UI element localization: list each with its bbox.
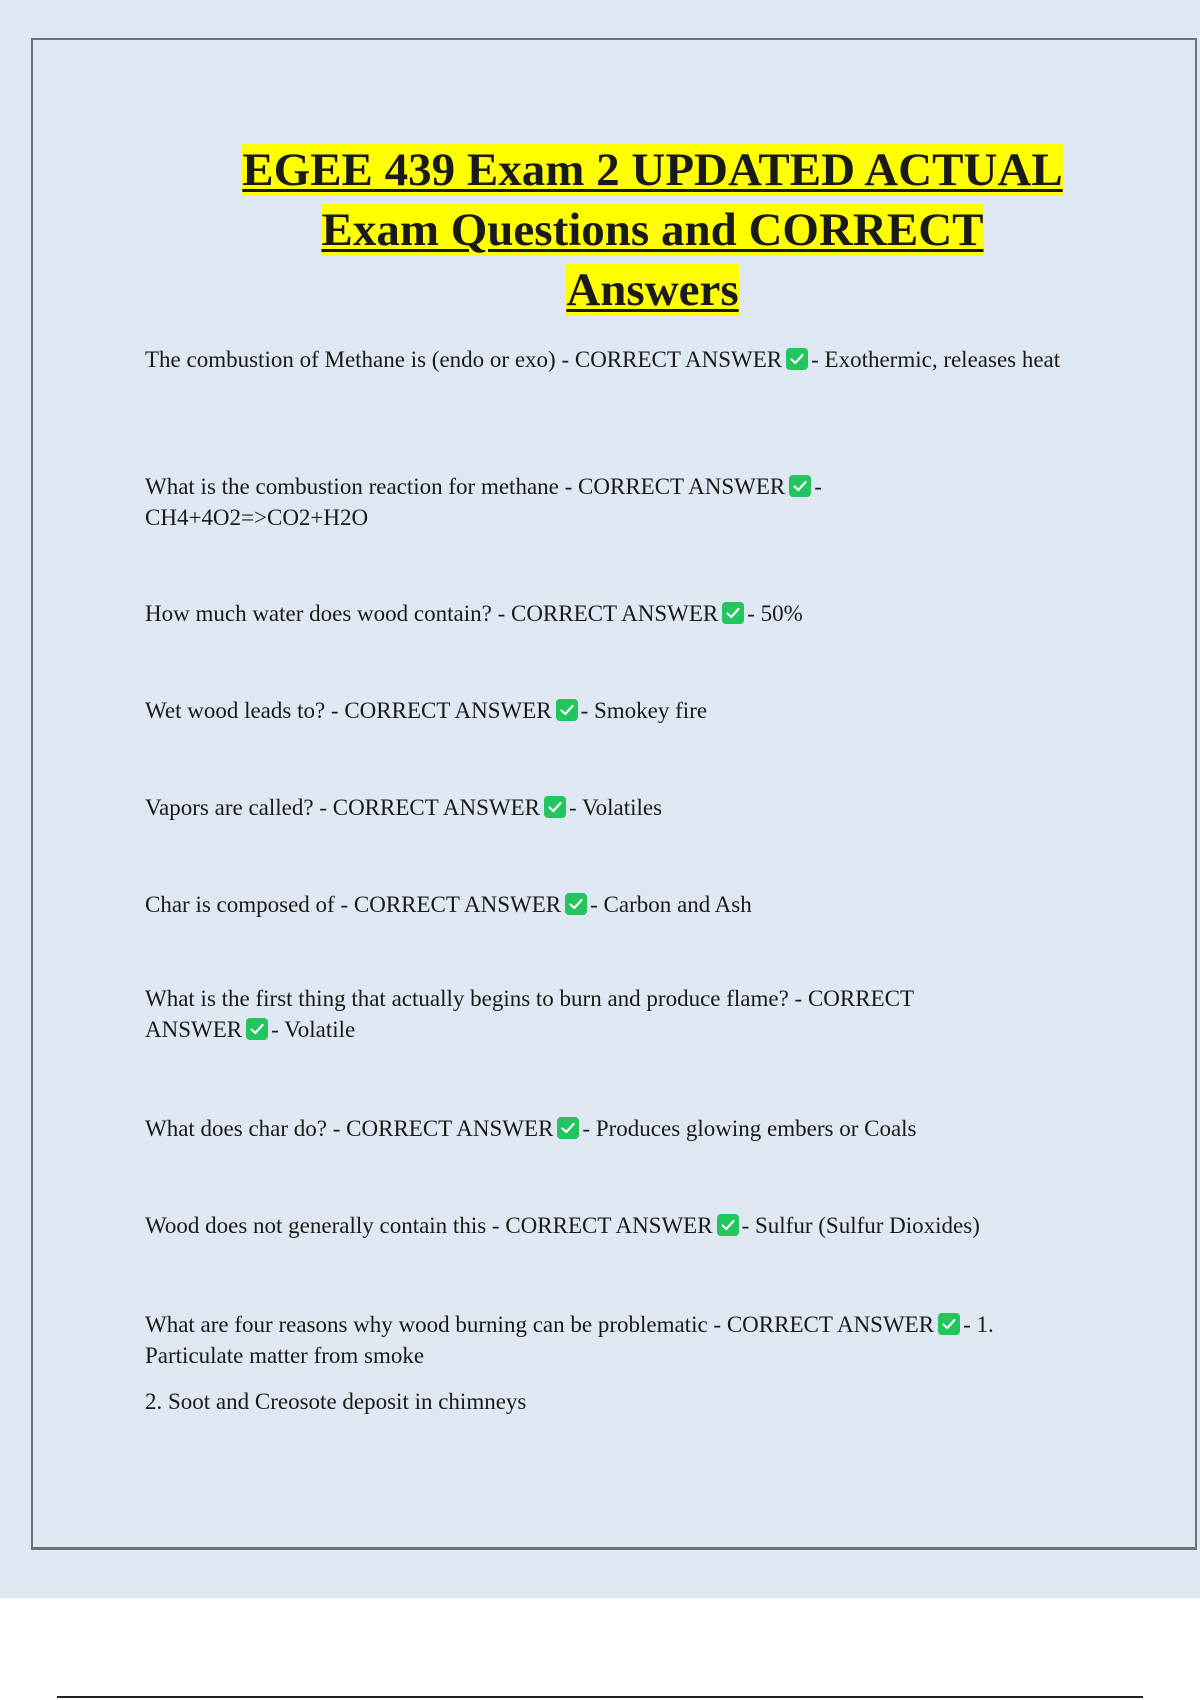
question-text: What does char do? - CORRECT ANSWER <box>145 1116 554 1141</box>
footer-rule <box>57 1696 1143 1698</box>
title-line-2: Exam Questions and CORRECT <box>321 204 984 256</box>
qa-item <box>145 1309 1075 1371</box>
answer-text: - 1. Particulate matter from smoke <box>145 1312 994 1368</box>
check-mark-icon <box>938 1313 960 1335</box>
qa-item <box>145 1113 1075 1144</box>
question-text: Wet wood leads to? - CORRECT ANSWER <box>145 698 552 723</box>
check-mark-icon <box>565 893 587 915</box>
check-mark-icon <box>789 475 811 497</box>
qa-item <box>145 598 1075 629</box>
qa-item <box>145 695 1075 726</box>
answer-text: - Smokey fire <box>580 698 708 723</box>
answer-text: - Carbon and Ash <box>590 892 752 917</box>
question-text: Vapors are called? - CORRECT ANSWER <box>145 795 540 820</box>
answer-text: - Produces glowing embers or Coals <box>582 1116 917 1141</box>
check-mark-icon <box>786 348 808 370</box>
check-mark-icon <box>557 1117 579 1139</box>
answer-text: - Exothermic, releases heat <box>811 347 1061 372</box>
answer-text: - Sulfur (Sulfur Dioxides) <box>741 1213 980 1238</box>
qa-item <box>145 792 1075 823</box>
answer-text: - CH4+4O2=>CO2+H2O <box>145 474 822 530</box>
question-text: The combustion of Methane is (endo or exo) - CORRECT ANSWER <box>145 347 783 372</box>
check-mark-icon <box>246 1018 268 1040</box>
question-text: What are four reasons why wood burning can be problematic - CORRECT ANSWER <box>145 1312 935 1337</box>
answer-text: - Volatile <box>271 1017 356 1042</box>
check-mark-icon <box>722 602 744 624</box>
qa-item <box>145 1210 1075 1241</box>
check-mark-icon <box>544 796 566 818</box>
answer-text: - 50% <box>747 601 803 626</box>
question-text: What is the first thing that actually begins to burn and produce flame? - CORRECT ANSWER <box>145 986 914 1042</box>
question-text: Char is composed of - CORRECT ANSWER <box>145 892 562 917</box>
question-text: Wood does not generally contain this - CORRECT ANSWER <box>145 1213 713 1238</box>
qa-item <box>145 889 1075 920</box>
answer-continuation: 2. Soot and Creosote deposit in chimneys <box>145 1389 527 1414</box>
question-text: What is the combustion reaction for methane - CORRECT ANSWER <box>145 474 786 499</box>
qa-item <box>145 471 865 533</box>
question-text: How much water does wood contain? - CORRECT ANSWER <box>145 601 719 626</box>
qa-item <box>145 344 1075 375</box>
check-mark-icon <box>556 699 578 721</box>
answer-text: - Volatiles <box>568 795 663 820</box>
qa-item <box>145 983 975 1045</box>
document-title <box>150 140 1155 320</box>
title-line-1: EGEE 439 Exam 2 UPDATED ACTUAL <box>242 144 1063 196</box>
check-mark-icon <box>717 1214 739 1236</box>
title-line-3: Answers <box>566 264 739 316</box>
